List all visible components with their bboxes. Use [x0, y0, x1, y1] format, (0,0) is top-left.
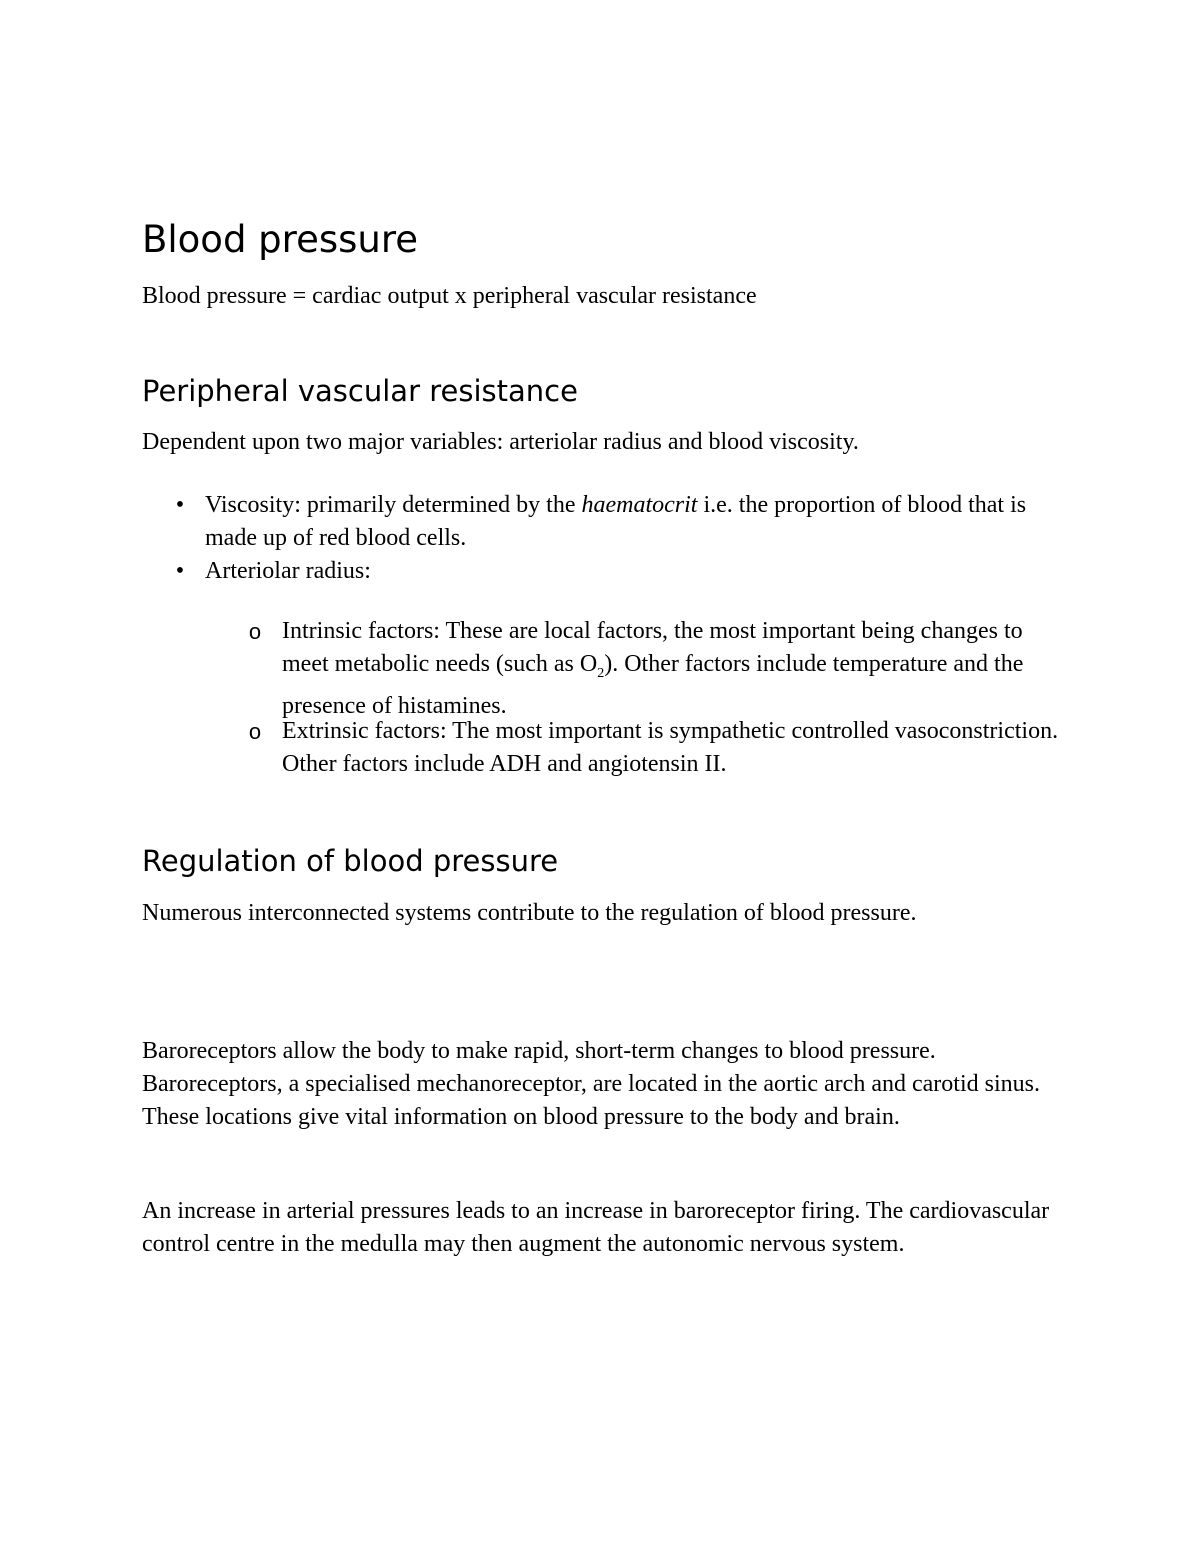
haematocrit-term: haematocrit	[581, 492, 698, 518]
page-title: Blood pressure	[142, 218, 419, 261]
heading-peripheral-vascular-resistance: Peripheral vascular resistance	[142, 374, 578, 408]
bullet-icon: •	[175, 492, 185, 518]
baroreceptors-paragraph-2: An increase in arterial pressures leads to an increase in baroreceptor firing. The cardiovascular control centre in the medulla may then augment the autonomic nervous system.	[142, 1198, 1050, 1257]
bp-formula: Blood pressure = cardiac output x peripheral vascular resistance	[142, 283, 757, 309]
regulation-intro: Numerous interconnected systems contribute to the regulation of blood pressure.	[142, 900, 917, 926]
pvr-intro: Dependent upon two major variables: arteriolar radius and blood viscosity.	[142, 429, 859, 455]
heading-regulation-of-blood-pressure: Regulation of blood pressure	[142, 844, 559, 878]
intrinsic-factors-text: Intrinsic factors: These are local factors, the most important being changes to meet metabolic needs (such as $O_2$). Other factors include temperature and the presence of histamines.	[282, 618, 1024, 719]
extrinsic-factors-text: Extrinsic factors: The most important is sympathetic controlled vasoconstriction. Other factors include ADH and angiotensin II.	[282, 718, 1059, 777]
viscosity-text: Viscosity: primarily determined by the haematocrit i.e. the proportion of blood that is made up of red blood cells.	[205, 492, 1027, 551]
baroreceptors-paragraph-1: Baroreceptors allow the body to make rapid, short-term changes to blood pressure. Baroreceptors, a specialised mechanoreceptor, are located in the aortic arch and carotid sinus. These locations give vital information on blood pressure to the body and brain.	[142, 1038, 1040, 1130]
arteriolar-radius-text: Arteriolar radius:	[205, 558, 371, 584]
circle-bullet-icon: o	[248, 619, 262, 644]
bullet-icon: •	[175, 558, 185, 584]
circle-bullet-icon: o	[248, 719, 262, 744]
